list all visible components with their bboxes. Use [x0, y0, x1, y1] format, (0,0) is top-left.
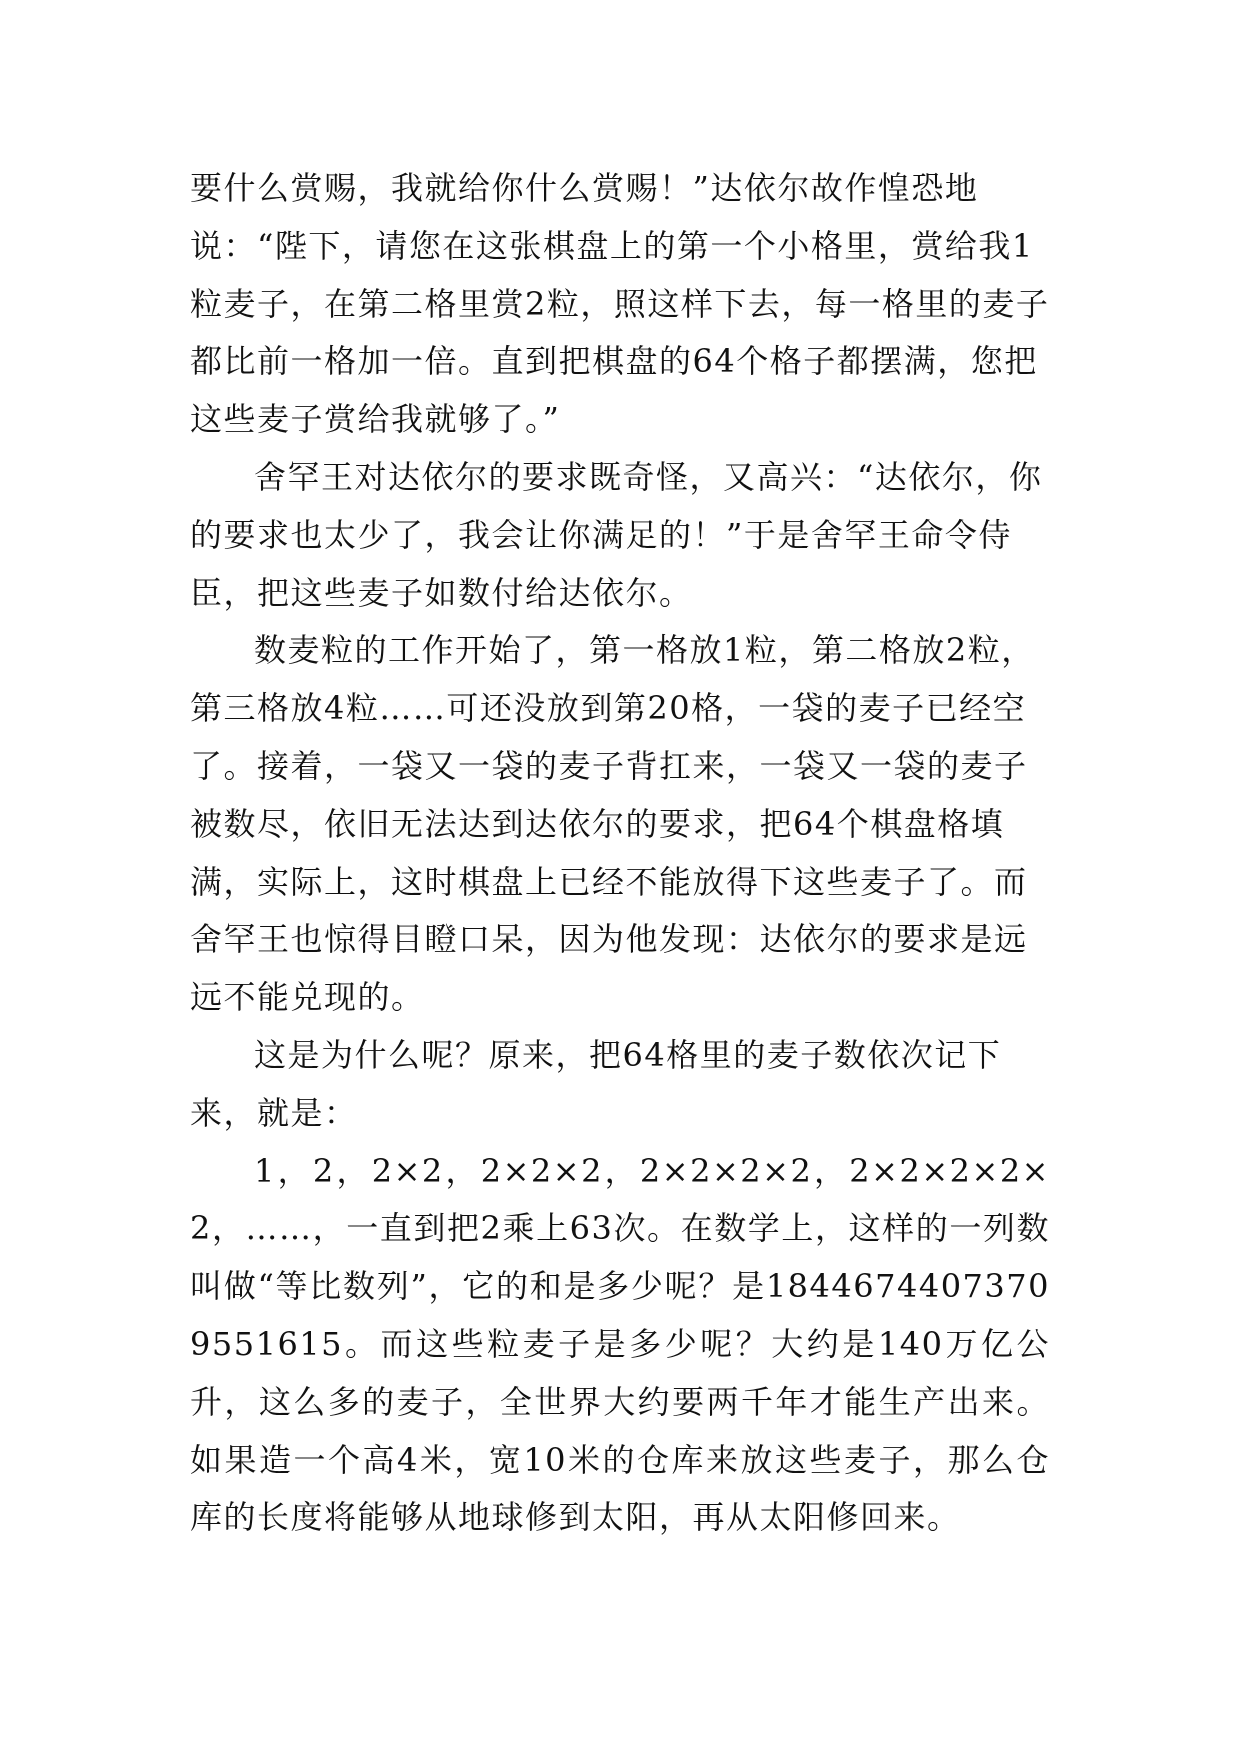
paragraph-dayier-request: 要什么赏赐，我就给你什么赏赐！”达依尔故作惶恐地说：“陛下，请您在这张棋盘上的第一个小格里，赏给我1粒麦子，在第二格里赏2粒，照这样下去，每一格里的麦子都比前一格加一倍。直到把棋盘的64个格子都摆满，您把这些麦子赏给我就够了。”	[190, 169, 1050, 439]
paragraph-counting-wheat: 数麦粒的工作开始了，第一格放1粒，第二格放2粒，第三格放4粒……可还没放到第20格，一袋的麦子已经空了。接着，一袋又一袋的麦子背扛来，一袋又一袋的麦子被数尽，依旧无法达到达依尔的要求，把64个棋盘格填满，实际上，这时棋盘上已经不能放得下这些麦子了。而舍罕王也惊得目瞪口呆，因为他发现：达依尔的要求是远远不能兑现的。	[190, 631, 1035, 1017]
paragraph-king-response: 舍罕王对达依尔的要求既奇怪，又高兴：“达依尔，你的要求也太少了，我会让你满足的！”于是舍罕王命令侍臣，把这些麦子如数付给达依尔。	[190, 457, 1043, 612]
document-page	[190, 160, 1050, 1547]
paragraph-explanation-intro: 这是为什么呢？原来，把64格里的麦子数依次记下来，就是：	[190, 1035, 1002, 1132]
paragraph-geometric-sequence: 1，2，2×2，2×2×2，2×2×2×2，2×2×2×2×2，……，一直到把2乘上63次。在数学上，这样的一列数叫做“等比数列”，它的和是多少呢？是18446744073709551615。而这些粒麦子是多少呢？大约是140万亿公升，这么多的麦子，全世界大约要两千年才能生产出来。如果造一个高4米，宽10米的仓库来放这些麦子，那么仓库的长度将能够从地球修到太阳，再从太阳修回来。	[190, 1151, 1050, 1537]
